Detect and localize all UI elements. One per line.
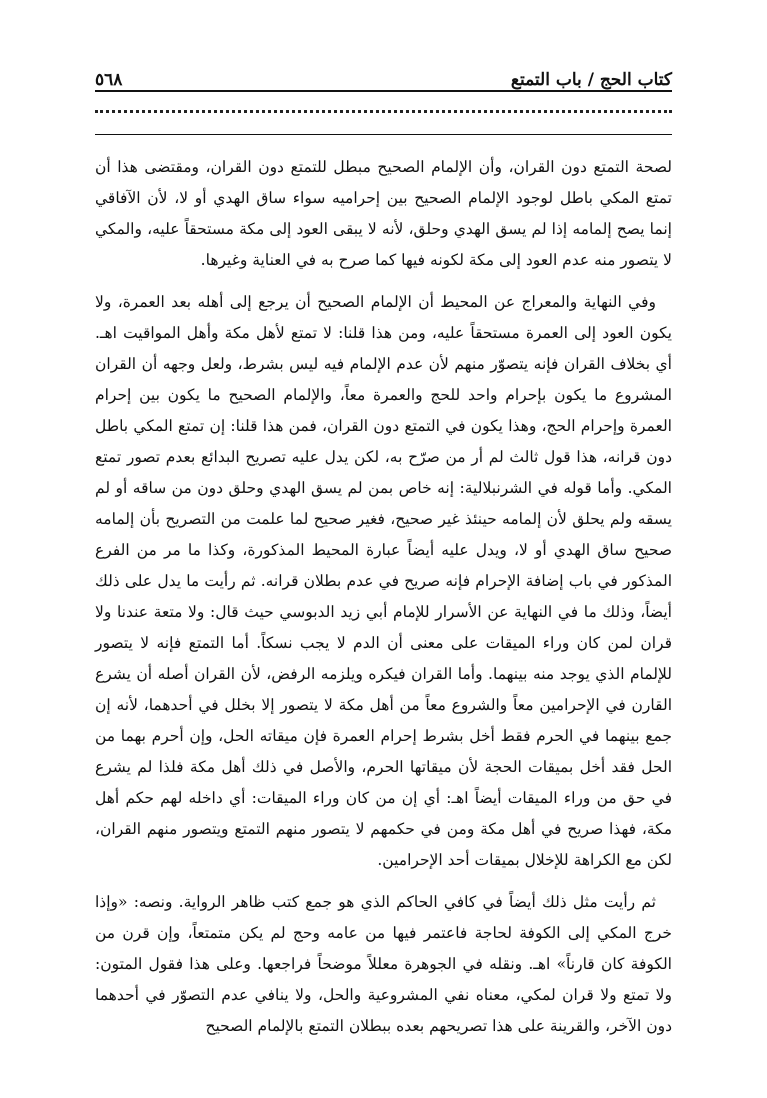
running-title: كتاب الحج / باب التمتع	[510, 70, 672, 90]
section-rule	[95, 134, 672, 135]
page-number: ٥٦٨	[95, 70, 123, 90]
header-rule	[95, 90, 672, 92]
paragraph: وفي النهاية والمعراج عن المحيط أن الإلمام الصحيح أن يرجع إلى أهله بعد العمرة، ولا يكون العود إلى العمرة مستحقاً عليه، ومن هذا قلنا: لا تمتع لأهل مكة وأهل المواقيت اهـ. أي بخلاف القران فإنه يتصوّر منهم لأن عدم الإلمام فيه ليس بشرط، ولعل وجهه أن القران المشروع ما يكون بإحرام واحد للحج والعمرة معاً، والإلمام الصحيح ما يكون بين إحرام العمرة وإحرام الحج، وهذا يكون في التمتع دون القران، فمن هذا قلنا: إن تمتع المكي باطل دون قرانه، هذا قول ثالث لم أر من صرّح به، لكن يدل عليه تصريح البدائع بعدم تصور تمتع المكي. وأما قوله في الشرنبلالية: إنه خاص بمن لم يسق الهدي وحلق دون من ساقه أو لم يسقه ولم يحلق لأن إلمامه حينئذ غير صحيح، فغير صحيح لما علمت من التصريح بأن إلمامه صحيح ساق الهدي أو لا، ويدل عليه أيضاً عبارة المحيط المذكورة، وكذا ما مر من الفرع المذكور في باب إضافة الإحرام فإنه صريح في عدم بطلان قرانه. ثم رأيت ما يدل على ذلك أيضاً، وذلك ما في النهاية عن الأسرار للإمام أبي زيد الدبوسي حيث قال: ولا متعة عندنا ولا قران لمن كان وراء الميقات على معنى أن الدم لا يجب نسكاً. أما التمتع فإنه لا يتصور للإلمام الذي يوجد منه بينهما. وأما القران فيكره ويلزمه الرفض، لأن القران أصله أن يشرع القارن في الإحرامين معاً والشروع معاً من أهل مكة لا يتصور إلا بخلل في أحدهما، لأنه إن جمع بينهما في الحرم فقط أخل بشرط إحرام العمرة فإن ميقاته الحل، وإن أحرم بهما من الحل فقد أخل بميقات الحجة لأن ميقاتها الحرم، والأصل في ذلك أهل مكة فلذا لم يشرع في حق من وراء الميقات أيضاً اهـ: أي إن من كان وراء الميقات: أي داخله لهم حكم أهل مكة، فهذا صريح في أهل مكة ومن في حكمهم لا يتصور منهم التمتع ويتصور منهم القران، لكن مع الكراهة للإخلال بميقات أحد الإحرامين.	[95, 293, 672, 869]
page-header	[95, 50, 672, 90]
paragraph: ثم رأيت مثل ذلك أيضاً في كافي الحاكم الذي هو جمع كتب ظاهر الرواية. ونصه: «وإذا خرج المكي إلى الكوفة لحاجة فاعتمر فيها من عامه وحج لم يكن متمتعاً، وإن قرن من الكوفة كان قارناً» اهـ. ونقله في الجوهرة معللاً موضحاً فراجعها. وعلى هذا فقول المتون: ولا تمتع ولا قران لمكي، معناه نفي المشروعية والحل، ولا ينافي عدم التصوّر في أحدهما دون الآخر، والقرينة على هذا تصريحهم بعده ببطلان التمتع بالإلمام الصحيح	[95, 893, 672, 1035]
dotted-separator	[95, 110, 672, 113]
paragraph: لصحة التمتع دون القران، وأن الإلمام الصحيح مبطل للتمتع دون القران، ومقتضى هذا أن تمتع المكي باطل لوجود الإلمام الصحيح بين إحراميه سواء ساق الهدي أو لا، لأن الآفاقي إنما يصح إلمامه إذا لم يسق الهدي وحلق، لأنه لا يبقى العود إلى مكة مستحقاً عليه، والمكي لا يتصور منه عدم العود إلى مكة لكونه فيها كما صرح به في العناية وغيرها.	[95, 158, 672, 269]
body-text	[95, 152, 672, 1053]
